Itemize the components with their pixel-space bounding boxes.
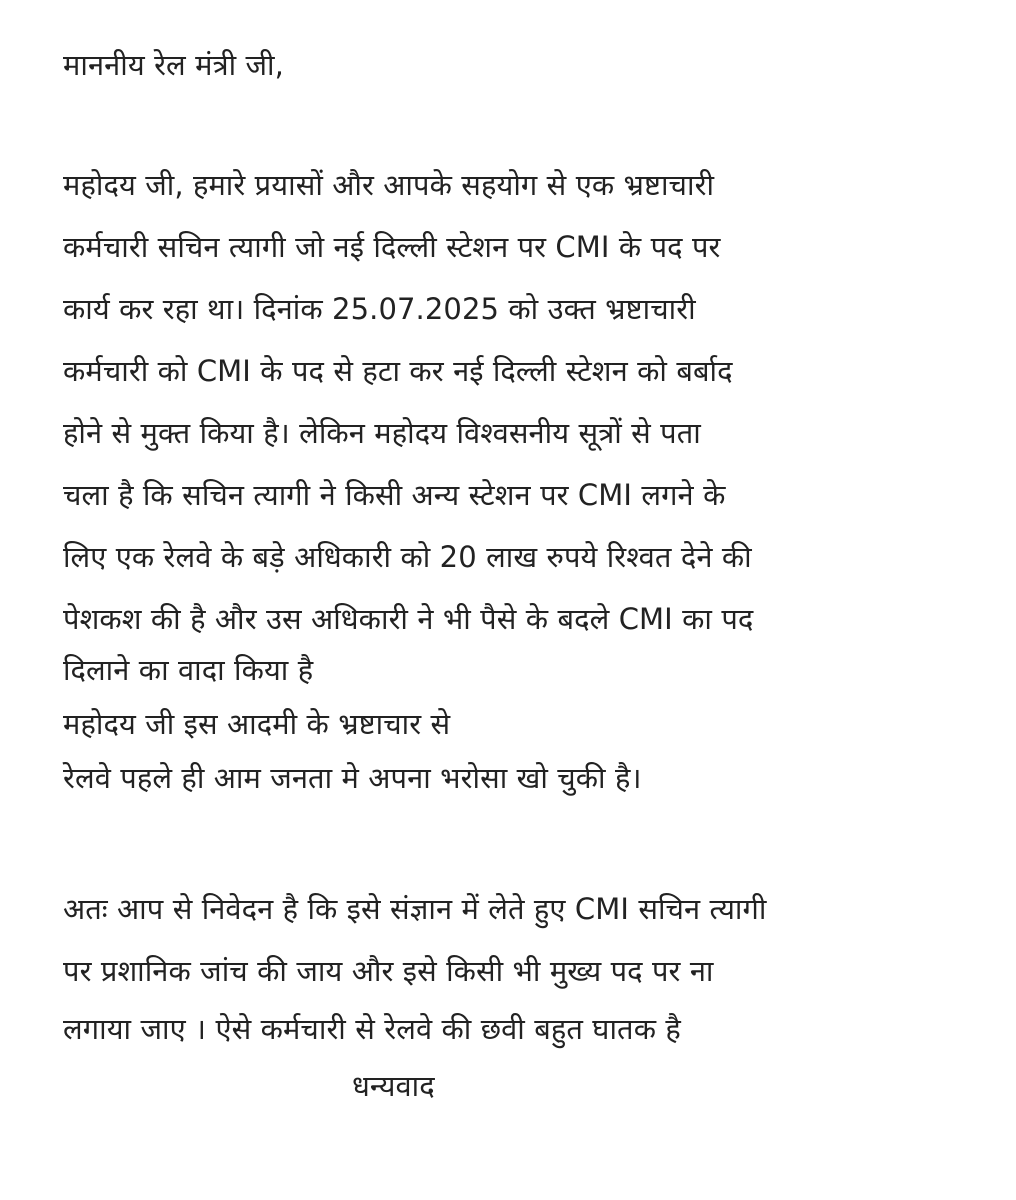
body-line: कर्मचारी सचिन त्यागी जो नई दिल्ली स्टेशन पर CMI के पद पर [63, 230, 721, 264]
body-line: पेशकश की है और उस अधिकारी ने भी पैसे के बदले CMI का पद [63, 602, 754, 636]
body-line: लिए एक रेलवे के बड़े अधिकारी को 20 लाख रुपये रिश्वत देने की [63, 540, 752, 574]
request-line: लगाया जाए । ऐसे कर्मचारी से रेलवे की छवी बहुत घातक है [63, 1012, 681, 1046]
body-line: महोदय जी, हमारे प्रयासों और आपके सहयोग से एक भ्रष्टाचारी [63, 168, 715, 202]
body-line: महोदय जी इस आदमी के भ्रष्टाचार से [63, 707, 451, 741]
salutation: माननीय रेल मंत्री जी, [63, 48, 284, 82]
request-line: पर प्रशानिक जांच की जाय और इसे किसी भी मुख्य पद पर ना [63, 954, 714, 988]
body-line: कर्मचारी को CMI के पद से हटा कर नई दिल्ली स्टेशन को बर्बाद [63, 354, 733, 388]
closing-thanks: धन्यवाद [352, 1069, 435, 1103]
body-line: रेलवे पहले ही आम जनता मे अपना भरोसा खो चुकी है। [63, 761, 642, 795]
body-line: चला है कि सचिन त्यागी ने किसी अन्य स्टेशन पर CMI लगने के [63, 478, 726, 512]
request-line: अतः आप से निवेदन है कि इसे संज्ञान में लेते हुए CMI सचिन त्यागी [63, 892, 767, 926]
body-line: कार्य कर रहा था। दिनांक 25.07.2025 को उक्त भ्रष्टाचारी [63, 292, 696, 326]
body-line: होने से मुक्त किया है। लेकिन महोदय विश्वसनीय सूत्रों से पता [63, 416, 701, 450]
body-line: दिलाने का वादा किया है [63, 653, 314, 687]
